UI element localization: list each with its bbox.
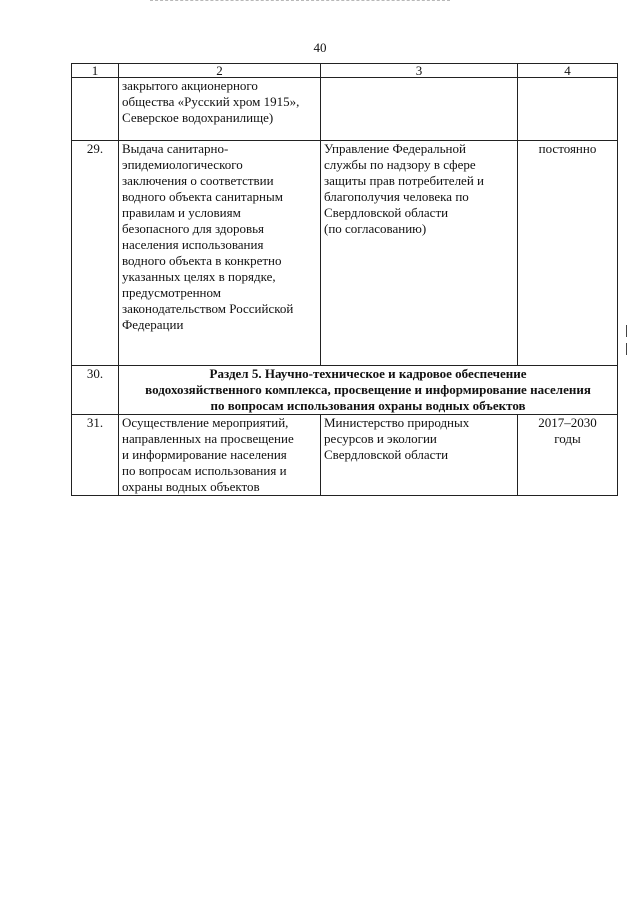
responsible-cell xyxy=(321,78,518,141)
term-cell: 2017–2030 годы xyxy=(518,415,618,496)
page-number: 40 xyxy=(313,40,327,55)
column-header: 4 xyxy=(518,64,618,78)
section-row xyxy=(72,366,618,415)
table-row xyxy=(72,415,618,496)
term-cell: постоянно xyxy=(518,141,618,366)
column-header: 3 xyxy=(321,64,518,78)
row-number-cell: 30. xyxy=(72,366,119,415)
activity-cell: Выдача санитарно- эпидемиологического заключения о соответствии водного объекта санитарным правилам и условиям безопасного для здоровья населения использования водного объекта в конкретно указанных целях в порядке, предусмотренном законодательством Российской Федерации xyxy=(119,141,321,366)
section-title: Раздел 5. Научно-техническое и кадровое обеспечение водохозяйственного комплекса, просвещение и информирование населения по вопросам использования охраны водных объектов xyxy=(119,366,618,415)
scan-mark xyxy=(626,343,627,355)
scan-top-edge xyxy=(150,0,450,2)
table-row xyxy=(72,78,618,141)
row-number-cell: 31. xyxy=(72,415,119,496)
responsible-cell: Министерство природных ресурсов и экологии Свердловской области xyxy=(321,415,518,496)
row-number-cell xyxy=(72,78,119,141)
term-cell xyxy=(518,78,618,141)
scan-mark xyxy=(626,325,627,337)
column-header: 1 xyxy=(72,64,119,78)
measures-table xyxy=(71,63,618,496)
row-number-cell: 29. xyxy=(72,141,119,366)
activity-cell: закрытого акционерного общества «Русский хром 1915», Северское водохранилище) xyxy=(119,78,321,141)
activity-cell: Осуществление мероприятий, направленных на просвещение и информирование населения по вопросам использования и охраны водных объектов xyxy=(119,415,321,496)
table-row xyxy=(72,141,618,366)
responsible-cell: Управление Федеральной службы по надзору в сфере защиты прав потребителей и благополучия человека по Свердловской области (по согласованию) xyxy=(321,141,518,366)
table-header-row xyxy=(72,64,618,78)
column-header: 2 xyxy=(119,64,321,78)
